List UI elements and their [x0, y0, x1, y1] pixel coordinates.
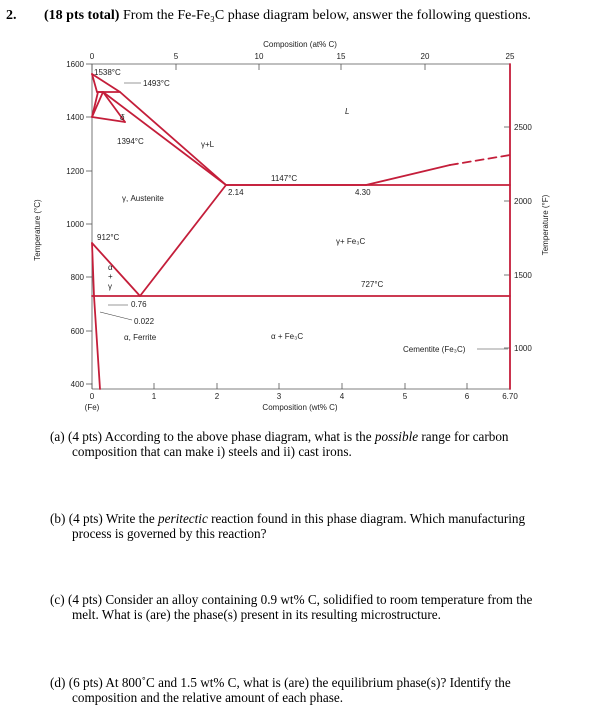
question-number: 2.: [6, 8, 17, 23]
liquidus-dashed: [450, 155, 510, 165]
right-tick-2000: 2000: [514, 197, 532, 206]
part-a-text-1: According to the above phase diagram, what is the: [104, 429, 375, 444]
part-d-label: (d): [50, 675, 66, 690]
top-tick-0: 0: [89, 52, 95, 61]
part-b-text-3: process is governed by this reaction?: [72, 526, 267, 541]
left-tick-1400: 1400: [66, 113, 84, 122]
label-austenite: γ, Austenite: [122, 194, 164, 203]
part-a-label: (a): [50, 429, 65, 444]
part-a-emph: possible: [374, 429, 419, 444]
label-gamma-fe3c: γ+ Fe₃C: [336, 237, 366, 246]
part-d-text-1: At 800˚C and 1.5 wt% C, what is (are) the equilibrium phase(s)? Identify the: [105, 675, 511, 690]
solvus-ferrite: [94, 296, 100, 389]
a3-line: [92, 243, 140, 296]
label-076: 0.76: [131, 300, 147, 309]
left-tick-1000: 1000: [66, 220, 84, 229]
top-tick-5: 5: [173, 52, 179, 61]
label-430: 4.30: [355, 188, 371, 197]
right-tick-1000: 1000: [514, 344, 532, 353]
label-cementite: Cementite (Fe₃C): [403, 345, 466, 354]
label-alpha-gamma-a: α: [108, 263, 113, 272]
right-tick-2500: 2500: [514, 123, 532, 132]
top-tick-15: 15: [336, 52, 346, 61]
top-tick-25: 25: [505, 52, 515, 61]
part-b-label: (b): [50, 511, 66, 526]
part-b-points: (4 pts): [68, 511, 103, 526]
label-1394: 1394°C: [117, 137, 144, 146]
part-d-points: (6 pts): [68, 675, 103, 690]
part-b-text-2: reaction found in this phase diagram. Which manufacturing: [207, 511, 526, 526]
bottom-fe-label: (Fe): [84, 403, 100, 412]
right-tick-1500: 1500: [514, 271, 532, 280]
left-tick-1200: 1200: [66, 167, 84, 176]
label-727: 727°C: [361, 280, 384, 289]
top-tick-20: 20: [420, 52, 430, 61]
part-a-text-3: composition that can make i) steels and ii) cast irons.: [72, 444, 352, 459]
label-1538: 1538°C: [94, 68, 121, 77]
bottom-tick-3: 3: [276, 392, 282, 401]
left-axis-ticks: [86, 64, 92, 384]
question-part-c: [50, 592, 590, 622]
bottom-tick-5: 5: [402, 392, 408, 401]
label-alpha-fe3c: α + Fe₃C: [271, 332, 304, 341]
question-header: [6, 8, 531, 24]
left-axis-title: Temperature (°C): [33, 199, 42, 261]
bottom-axis-ticks: [92, 383, 467, 389]
label-912: 912°C: [97, 233, 120, 242]
part-b-emph: peritectic: [158, 511, 208, 526]
part-c-label: (c): [50, 592, 65, 607]
label-gamma-l: γ+L: [201, 140, 215, 149]
part-c-text-2: melt. What is (are) the phase(s) present in its resulting microstructure.: [72, 607, 441, 622]
left-tick-600: 600: [70, 327, 84, 336]
question-prompt: From the Fe-Fe₃C phase diagram below, answer the following questions.: [122, 8, 531, 23]
top-axis-ticks: [92, 64, 425, 70]
label-ferrite: α, Ferrite: [124, 333, 157, 342]
question-points: (18 pts total): [44, 8, 120, 23]
left-tick-1600: 1600: [66, 60, 84, 69]
phase-diagram: [0, 30, 601, 425]
part-d-text-2: composition and the relative amount of each phase.: [72, 690, 343, 705]
liquidus-left: [92, 74, 226, 185]
top-axis-title: Composition (at% C): [263, 40, 337, 49]
top-tick-10: 10: [254, 52, 264, 61]
bottom-axis-title: Composition (wt% C): [262, 403, 338, 412]
liquidus-right: [366, 165, 450, 185]
part-c-points: (4 pts): [67, 592, 103, 607]
label-214: 2.14: [228, 188, 244, 197]
label-alpha-gamma-plus: +: [108, 272, 113, 281]
bottom-tick-0: 0: [89, 392, 95, 401]
label-liquid: L: [345, 107, 350, 116]
label-0022: 0.022: [134, 317, 155, 326]
right-axis-title: Temperature (°F): [541, 194, 550, 256]
bottom-tick-670: 6.70: [502, 392, 518, 401]
question-part-a: [50, 429, 590, 459]
label-alpha-gamma-g: γ: [108, 282, 112, 291]
bottom-tick-4: 4: [339, 392, 345, 401]
label-delta: δ: [120, 113, 125, 122]
part-a-points: (4 pts): [67, 429, 103, 444]
question-part-d: [50, 675, 590, 705]
bottom-tick-6: 6: [464, 392, 470, 401]
bottom-tick-1: 1: [151, 392, 157, 401]
part-a-text-2: range for carbon: [418, 429, 509, 444]
left-tick-800: 800: [70, 273, 84, 282]
question-part-b: [50, 511, 590, 541]
label-1493: 1493°C: [143, 79, 170, 88]
label-1147: 1147°C: [271, 174, 298, 183]
part-b-text-1: Write the: [105, 511, 159, 526]
bottom-tick-2: 2: [214, 392, 220, 401]
left-tick-400: 400: [70, 380, 84, 389]
part-c-text-1: Consider an alloy containing 0.9 wt% C, solidified to room temperature from the: [105, 592, 533, 607]
